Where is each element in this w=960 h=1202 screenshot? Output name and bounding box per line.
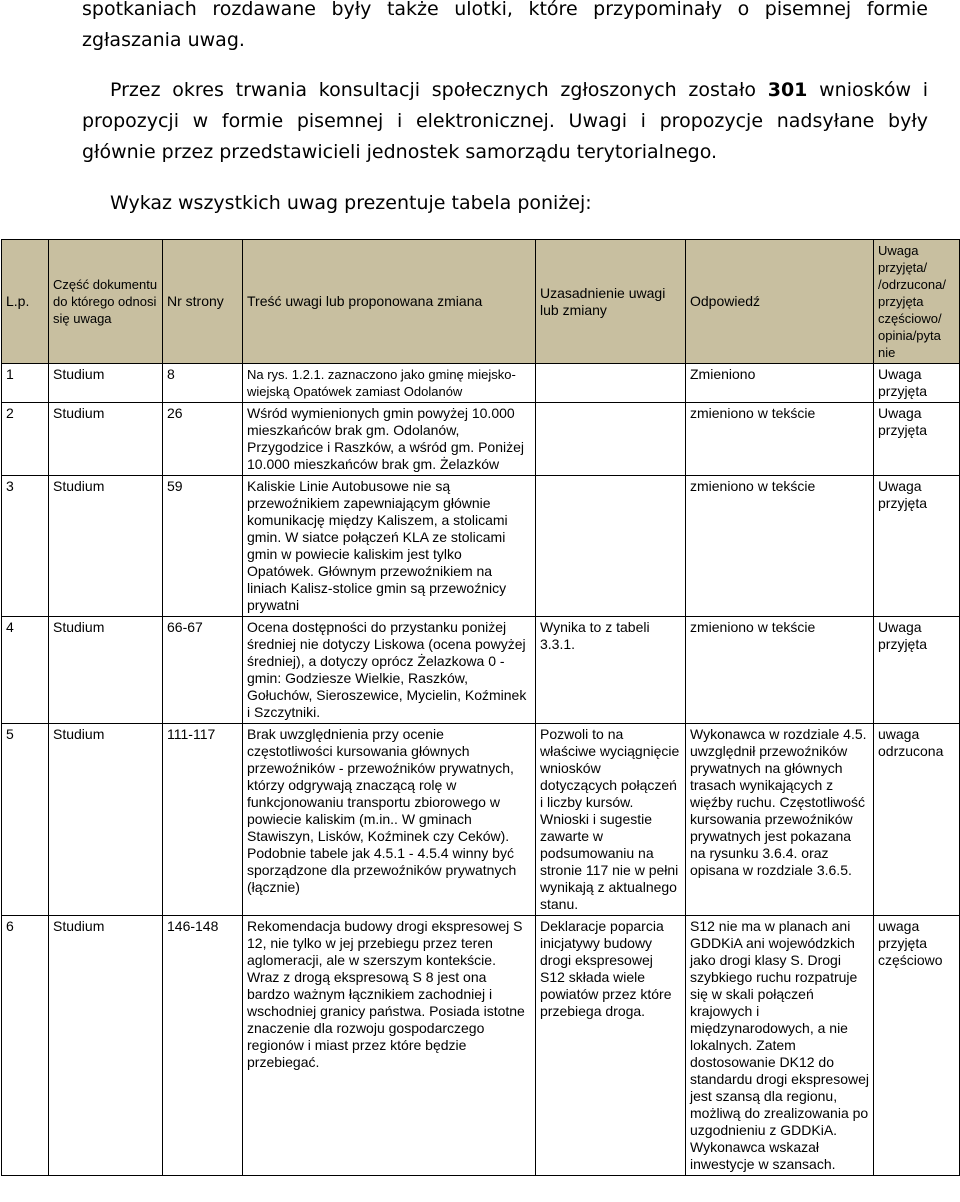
table-row: [2, 364, 960, 403]
header-justification: Uzasadnienie uwagi lub zmiany: [536, 240, 686, 364]
cell-status: Uwaga przyjęta: [874, 476, 960, 617]
cell-part: Studium: [49, 364, 163, 403]
cell-lp: 2: [2, 403, 49, 476]
cell-content: Na rys. 1.2.1. zaznaczono jako gminę miejsko-wiejską Opatówek zamiast Odolanów: [243, 364, 536, 403]
paragraph-2: [82, 75, 928, 168]
cell-justification: [536, 476, 686, 617]
header-page: Nr strony: [163, 240, 243, 364]
header-status: Uwaga przyjęta/ /odrzucona/ przyjęta częściowo/ opinia/pyta nie: [874, 240, 960, 364]
cell-page: 146-148: [163, 916, 243, 1176]
cell-response: Zmieniono: [686, 364, 874, 403]
cell-page: 26: [163, 403, 243, 476]
cell-status: Uwaga przyjęta: [874, 617, 960, 724]
header-response: Odpowiedź: [686, 240, 874, 364]
cell-lp: 1: [2, 364, 49, 403]
cell-response: zmieniono w tekście: [686, 403, 874, 476]
cell-response: Wykonawca w rozdziale 4.5. uwzględnił przewoźników prywatnych na głównych trasach wynikających z więźby ruchu. Częstotliwość kursowania przewoźników prywatnych jest pokazana na rysunku 3.6.4. oraz opisana w rozdziale 3.6.5.: [686, 724, 874, 916]
cell-part: Studium: [49, 916, 163, 1176]
cell-part: Studium: [49, 724, 163, 916]
table-row: [2, 617, 960, 724]
header-document-part: Część dokumentu do którego odnosi się uwaga: [49, 240, 163, 364]
cell-justification: Pozwoli to na właściwe wyciągnięcie wniosków dotyczących połączeń i liczby kursów. Wnioski i sugestie zawarte w podsumowaniu na stronie 117 nie w pełni wynikają z aktualnego stanu.: [536, 724, 686, 916]
cell-status: uwaga przyjęta częściowo: [874, 916, 960, 1176]
cell-part: Studium: [49, 403, 163, 476]
table-row: [2, 403, 960, 476]
header-lp: L.p.: [2, 240, 49, 364]
comments-table: [1, 239, 960, 1176]
paragraph-2-after: wniosków i propozycji w formie pisemnej i elektronicznej. Uwagi i propozycje nadsyłane były głównie przez przedstawicieli jednostek samorządu terytorialnego.: [82, 79, 928, 163]
cell-content: Wśród wymienionych gmin powyżej 10.000 mieszkańców brak gm. Odolanów, Przygodzice i Raszków, a wśród gm. Poniżej 10.000 mieszkańców brak gm. Żelazków: [243, 403, 536, 476]
cell-content: Rekomendacja budowy drogi ekspresowej S 12, nie tylko w jej przebiegu przez teren aglomeracji, ale w szerszym kontekście. Wraz z drogą ekspresową S 8 jest ona bardzo ważnym łącznikiem zachodniej i wschodniej granicy państwa. Posiada istotne znaczenie dla rozwoju gospodarczego regionów i miast przez które będzie przebiegać.: [243, 916, 536, 1176]
cell-content: Brak uwzględnienia przy ocenie częstotliwości kursowania głównych przewoźników - przewoźników prywatnych, którzy odgrywają znaczącą rolę w funkcjonowaniu transportu zbiorowego w powiecie kaliskim (m.in.. W gminach Stawiszyn, Lisków, Koźminek czy Ceków). Podobnie tabele jak 4.5.1 - 4.5.4 winny być sporządzone dla przewoźników prywatnych (łącznie): [243, 724, 536, 916]
table-row: [2, 916, 960, 1176]
header-content: Treść uwagi lub proponowana zmiana: [243, 240, 536, 364]
table-intro: Wykaz wszystkich uwag prezentuje tabela poniżej:: [110, 192, 592, 214]
cell-lp: 3: [2, 476, 49, 617]
cell-page: 66-67: [163, 617, 243, 724]
cell-lp: 4: [2, 617, 49, 724]
submission-count: 301: [767, 79, 808, 101]
table-row: [2, 724, 960, 916]
cell-lp: 5: [2, 724, 49, 916]
cell-response: zmieniono w tekście: [686, 476, 874, 617]
cell-status: Uwaga przyjęta: [874, 364, 960, 403]
table-row: [2, 476, 960, 617]
cell-content: Kaliskie Linie Autobusowe nie są przewoźnikiem zapewniającym głównie komunikację między Kaliszem, a stolicami gmin. W siatce połączeń KLA ze stolicami gmin w powiecie kaliskim jest tylko Opatówek. Głównym przewoźnikiem na liniach Kalisz-stolice gmin są przewoźnicy prywatni: [243, 476, 536, 617]
cell-part: Studium: [49, 476, 163, 617]
paragraph-2-before: Przez okres trwania konsultacji społecznych zgłoszonych zostało: [110, 79, 768, 101]
cell-justification: [536, 403, 686, 476]
cell-response: S12 nie ma w planach ani GDDKiA ani wojewódzkich jako drogi klasy S. Drogi szybkiego ruchu rozpatruje się w skali połączeń krajowych i międzynarodowych, a nie lokalnych. Zatem dostosowanie DK12 do standardu drogi ekspresowej jest szansą dla regionu, możliwą do zrealizowania po uzgodnieniu z GDDKiA. Wykonawca wskazał inwestycje w szansach.: [686, 916, 874, 1176]
cell-page: 8: [163, 364, 243, 403]
table-header-row: [2, 240, 960, 364]
cell-page: 111-117: [163, 724, 243, 916]
paragraph-1: spotkaniach rozdawane były także ulotki, które przypominały o pisemnej formie zgłaszania uwag.: [82, 0, 928, 51]
cell-content: Ocena dostępności do przystanku poniżej średniej nie dotyczy Liskowa (ocena powyżej średniej), a dotyczy oprócz Żelazkowa 0 - gmin: Godziesze Wielkie, Raszków, Gołuchów, Sieroszewice, Mycielin, Koźminek i Szczytniki.: [243, 617, 536, 724]
cell-page: 59: [163, 476, 243, 617]
cell-status: Uwaga przyjęta: [874, 403, 960, 476]
cell-justification: Wynika to z tabeli 3.3.1.: [536, 617, 686, 724]
cell-lp: 6: [2, 916, 49, 1176]
cell-justification: Deklaracje poparcia inicjatywy budowy drogi ekspresowej S12 składa wiele powiatów przez które przebiega droga.: [536, 916, 686, 1176]
cell-part: Studium: [49, 617, 163, 724]
cell-justification: [536, 364, 686, 403]
cell-status: uwaga odrzucona: [874, 724, 960, 916]
cell-response: zmieniono w tekście: [686, 617, 874, 724]
